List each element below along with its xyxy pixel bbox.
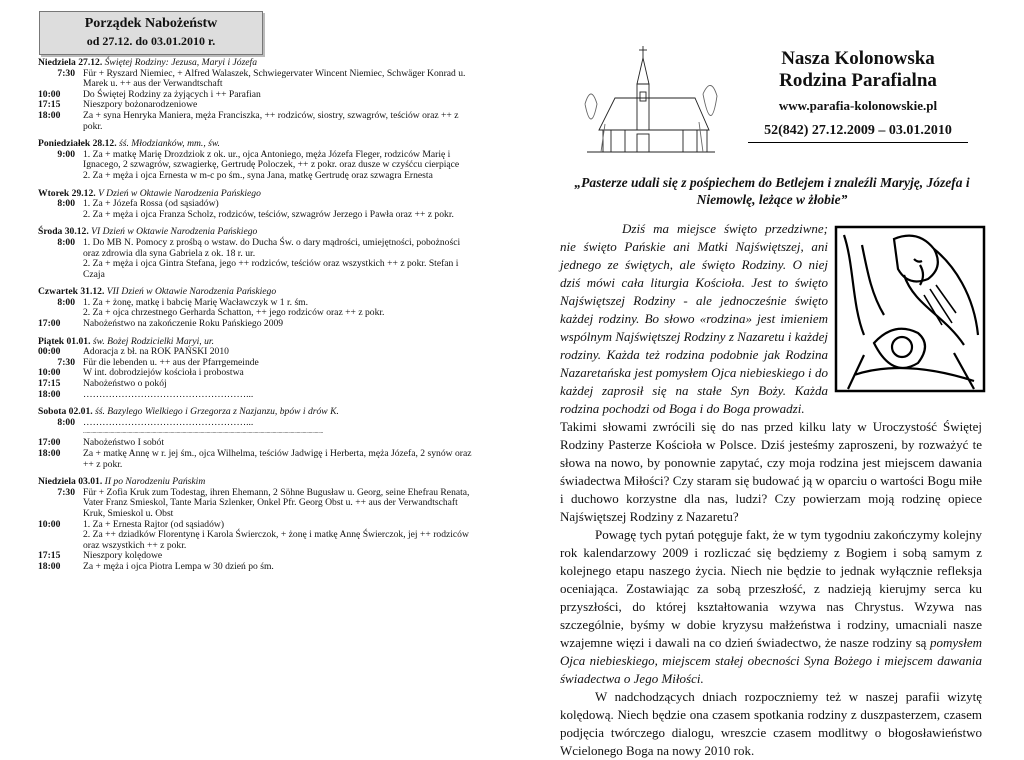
entry-intention: Nabożeństwo o pokój	[83, 378, 167, 390]
schedule-entry	[38, 418, 478, 429]
entry-intention: Nieszpory bożonarodzeniowe	[83, 99, 198, 111]
entry-intention: 1. Za + żonę, matkę i babcię Marię Wacławczyk w 1 r. śm.	[83, 296, 309, 308]
day-feast: śś. Bazylego Wielkiego i Grzegorza z Nazjanzu, bpów i drów K.	[95, 406, 339, 418]
entry-time: 10:00	[38, 367, 61, 379]
schedule-day	[38, 227, 478, 280]
schedule-entry	[38, 530, 478, 551]
article-text	[560, 220, 982, 760]
entry-intention: Adoracja z bł. na ROK PAŃSKI 2010	[83, 346, 229, 358]
entry-time: 9:00	[57, 148, 75, 160]
schedule-day	[38, 189, 478, 221]
entry-intention: ……………………………………………...	[83, 416, 254, 428]
entry-time	[38, 259, 83, 280]
entry-intention: Nabożeństwo I sobót	[83, 437, 164, 449]
schedule-dates: od 27.12. do 03.01.2010 r.	[86, 34, 216, 48]
day-feast: II po Narodzeniu Pańskim	[104, 476, 206, 488]
mass-schedule	[38, 58, 478, 580]
schedule-day	[38, 287, 478, 329]
entry-time	[38, 210, 83, 221]
entry-intention: Do Świętej Rodziny za żyjących i ++ Parafian	[83, 88, 261, 100]
schedule-entry	[38, 171, 478, 182]
entry-time: 8:00	[57, 198, 75, 210]
entry-intention: Nabożeństwo na zakończenie Roku Pańskiego 2009	[83, 318, 284, 330]
entry-intention: 1. Za + matkę Marię Drozdziok z ok. ur., ojca Antoniego, męża Józefa Fleger, rodziców Marię i Ignacego, 2 szwagrów, szwagierkę, Gertrudę Poloczek, ++ z pokr. oraz dusze w czyśćcu cierpiące	[83, 148, 460, 171]
entry-time: 17:00	[38, 437, 61, 449]
entry-intention: 2. Za + męża i ojca Franza Scholz, rodziców, teściów, szwagrów Jerzego i Pawła oraz ++ z pokr.	[83, 208, 454, 220]
schedule-day	[38, 438, 478, 470]
article-paragraph-2	[560, 526, 982, 688]
day-date: Środa 30.12.	[38, 226, 89, 238]
schedule-entry	[38, 390, 478, 401]
entry-intention: ……………………………………………...	[83, 388, 254, 400]
entry-time: 17:15	[38, 550, 61, 562]
day-feast: VII Dzień w Oktawie Narodzenia Pańskiego	[106, 286, 277, 298]
entry-intention: W int. dobrodziejów kościoła i probostwa	[83, 367, 244, 379]
schedule-day	[38, 407, 478, 436]
schedule-title-box	[39, 11, 263, 55]
entry-time: 18:00	[38, 448, 61, 459]
entry-intention: 1. Za + Józefa Rossa (od sąsiadów)	[83, 198, 219, 210]
schedule-day	[38, 477, 478, 572]
dotted-separator: ........................................................................................................................................................................................................	[83, 429, 324, 436]
right-page	[512, 0, 1024, 758]
schedule-entry	[38, 210, 478, 221]
day-date: Piątek 01.01.	[38, 335, 91, 347]
schedule-entry	[38, 259, 478, 280]
entry-time: 17:15	[38, 99, 61, 111]
entry-time: 18:00	[38, 560, 61, 572]
day-date: Poniedziałek 28.12.	[38, 138, 117, 150]
day-date: Niedziela 27.12.	[38, 57, 103, 68]
entry-intention: 2. Za + męża i ojca Ernesta w m-c po śm., syna Jana, matkę Gertrudę oraz szwagra Ernesta	[83, 169, 433, 181]
day-feast: św. Bożej Rodzicielki Maryi, ur.	[92, 335, 214, 347]
entry-time: 8:00	[57, 416, 75, 428]
schedule-entry	[38, 449, 478, 470]
parish-header	[748, 48, 968, 143]
entry-intention: Für + Ryszard Niemiec, + Alfred Walaszek, Schwiegervater Wincent Niemiec, Schwäger Konrad u. Marek u. ++ aus der Verwandtschaft	[83, 67, 466, 90]
entry-intention: Nieszpory kolędowe	[83, 550, 163, 562]
entry-intention: 2. Za + męża i ojca Gintra Stefana, jego ++ rodziców, teściów oraz wszystkich ++ z pokr. Stefan i Czaja	[83, 258, 459, 280]
schedule-entry	[38, 319, 478, 330]
day-date: Czwartek 31.12.	[38, 286, 105, 298]
schedule-entry	[38, 562, 478, 573]
entry-time: 10:00	[38, 88, 61, 100]
issue-number: 52(842) 27.12.2009 – 03.01.2010	[748, 123, 968, 143]
day-feast: Świętej Rodziny: Jezusa, Maryi i Józefa	[104, 57, 258, 68]
schedule-entry	[38, 111, 478, 132]
entry-intention: Für die lebenden u. ++ aus der Pfarrgemeinde	[83, 356, 259, 368]
article-paragraph-2-italic: pomysłem Ojca niebieskiego, miejscem stałej obecności Syna Bożego i miejscem dawania świadectwa o Jego Miłości.	[560, 635, 982, 686]
day-feast: VI Dzień w Oktawie Narodzenia Pańskiego	[91, 226, 258, 238]
entry-time: 17:00	[38, 318, 61, 330]
entry-intention: 1. Do MB N. Pomocy z prośbą o wstaw. do Ducha Św. o dary mądrości, umiejętności, pobożności oraz zdrowia dla syna Gabriela z ok. 18 r. ur.	[83, 236, 461, 259]
day-date: Niedziela 03.01.	[38, 476, 103, 488]
gospel-quote: „Pasterze udali się z pośpiechem do Betlejem i znaleźli Maryję, Józefa i Niemowlę, leżące w żłobie”	[574, 175, 970, 207]
entry-intention: Za + męża i ojca Piotra Lempa w 30 dzień po śm.	[83, 560, 274, 572]
left-page	[0, 0, 512, 724]
entry-time: 00:00	[38, 346, 61, 358]
day-date: Sobota 02.01.	[38, 406, 93, 418]
entry-time: 18:00	[38, 109, 61, 121]
entry-time: 8:00	[57, 296, 75, 308]
church-illustration	[585, 44, 717, 154]
schedule-entry	[38, 69, 478, 90]
parish-name-line1: Nasza Kolonowska	[781, 48, 935, 69]
entry-time: 10:00	[38, 518, 61, 530]
parish-website: www.parafia-kolonowskie.pl	[778, 98, 938, 113]
entry-intention: 2. Za + ojca chrzestnego Gerharda Schatton, ++ jego rodziców oraz ++ z pokr.	[83, 307, 385, 319]
entry-intention: 1. Za + Ernesta Rajtor (od sąsiadów)	[83, 518, 225, 530]
entry-time: 7:30	[57, 67, 75, 79]
entry-time: 7:30	[57, 356, 75, 368]
parish-name-line2: Rodzina Parafialna	[779, 70, 937, 91]
schedule-day	[38, 139, 478, 181]
entry-time	[38, 171, 83, 182]
day-date: Wtorek 29.12.	[38, 187, 96, 199]
schedule-entry	[38, 150, 478, 171]
article-intro-italic: Dziś ma miejsce święto przedziwne; nie święto Pańskie ani Matki Najświętszej, ani jednego ze świętych, ale święto Rodziny. O niej dziś mówi cała liturgia Kościoła. Jest to święto Najświętszej Rodziny - ale jednocześnie święto każdej rodziny. Bo słowo «rodzina» jest imieniem wspólnym Najświętszej Rodziny z Nazaretu i każdej rodziny. Każda też rodzina podobnie jak Rodzina Nazaretańska jest pomysłem Ojca niebieskiego i do każdej zaprosił się na stałe Syn Boży. Każda rodzina pochodzi od Boga i do Boga prowadzi.	[560, 221, 828, 416]
article-paragraph-1: Takimi słowami zwrócili się do nas przed kilku laty w Uroczystość Świętej Rodziny Pasterze Kościoła w Polsce. Dziś jesteśmy zaproszeni, by rozważyć te słowa na nowo, by ponownie zapytać, czy moja rodzina jest miejscem dawania świadectwa Miłości? Czy staram się budować ją w oparciu o wartości Bogu miłe i duchowo korzystne dla nas, ludzi? Czy powierzam moją rodzinę opiece Najświętszej Rodziny z Nazaretu?	[560, 419, 982, 524]
schedule-entry	[38, 488, 478, 520]
day-header	[38, 58, 478, 69]
article-paragraph-2-text: Powagę tych pytań potęguje fakt, że w tym tygodniu zakończymy kolejny rok kalendarzowy 2009 i rozliczać się będziemy z Bogiem i sobą samym z kolejnego etapu naszego życia. Niech nie będzie to jednak wyłącznie refleksja oceniająca. Zostawiając za sobą przeszłość, z nadzieją kierujmy serca ku przyszłości, do której kształtowania wzywa nas Chrystus. Wzywa nas szczególnie, byśmy w dobie kryzysu małżeństwa i rodziny, umacniali nasze wzajemne więzi i dawali na co dzień świadectwo, że nasze rodziny są	[560, 527, 982, 650]
entry-time: 8:00	[57, 236, 75, 248]
entry-time: 17:15	[38, 378, 61, 390]
entry-time: 18:00	[38, 388, 61, 400]
schedule-entry	[38, 238, 478, 259]
entry-intention: Za + syna Henryka Maniera, męża Franciszka, ++ rodziców, siostry, szwagrów, teściów oraz ++ z pokr.	[83, 109, 459, 132]
entry-time	[38, 530, 83, 551]
entry-intention: Für + Zofia Kruk zum Todestag, ihren Ehemann, 2 Söhne Bugusław u. Georg, seine Ehefrau Renata, Vater Franz Smieskol, Tante Maria Szlenker, Onkel Pfr. Georg Obst u. ++ aus der Verwandtschaft Kruk, Smieskol u. Obst	[83, 486, 470, 519]
entry-intention: Za + matkę Annę w r. jej śm., ojca Wilhelma, teściów Jadwigę i Herberta, męża Józefa, 2 synów oraz ++ z pokr.	[83, 448, 472, 470]
entry-intention: 2. Za ++ dziadków Florentynę i Karola Świerczok, + żonę i matkę Annę Świerczok, jej ++ rodziców oraz wszystkich ++ z pokr.	[83, 529, 469, 551]
schedule-day	[38, 337, 478, 401]
article-paragraph-3: W nadchodzących dniach rozpoczniemy też w naszej parafii wizytę kolędową. Niech będzie ona czasem spotkania rodziny z duszpasterzem, czasem podjęcia twórczego dialogu, wreszcie czasem modlitwy o błogosławieństwo Wcielonego Boga na nowy 2010 rok.	[560, 689, 982, 758]
schedule-title: Porządek Nabożeństw	[84, 16, 218, 31]
day-feast: śś. Młodzianków, mm., św.	[119, 138, 220, 150]
schedule-day	[38, 58, 478, 132]
day-feast: V Dzień w Oktawie Narodzenia Pańskiego	[98, 187, 261, 199]
entry-time: 7:30	[57, 486, 75, 498]
